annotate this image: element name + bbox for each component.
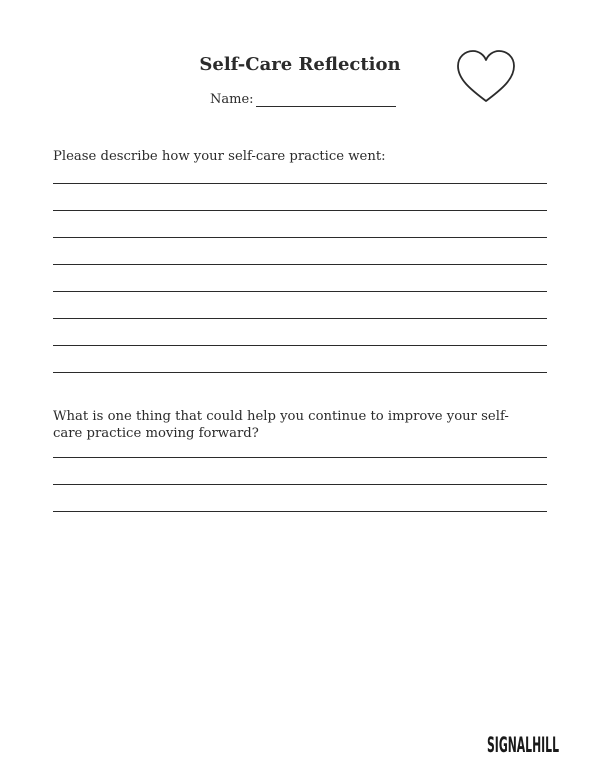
- answer-line[interactable]: [53, 291, 547, 292]
- name-field-row: [210, 89, 396, 107]
- heart-outline-icon: [456, 49, 516, 105]
- answer-line[interactable]: [53, 345, 547, 346]
- answer-line[interactable]: [53, 318, 547, 319]
- answer-line[interactable]: [53, 511, 547, 512]
- answer-line[interactable]: [53, 237, 547, 238]
- answer-line[interactable]: [53, 484, 547, 485]
- answer-line[interactable]: [53, 372, 547, 373]
- answer-line[interactable]: [53, 183, 547, 184]
- worksheet-title: Self-Care Reflection: [199, 54, 401, 75]
- question-1-prompt: Please describe how your self-care practice went:: [53, 149, 386, 164]
- signalhill-logo: [487, 728, 560, 758]
- question-2-prompt: What is one thing that could help you continue to improve your self-care practice moving forward?: [53, 409, 509, 441]
- answer-line[interactable]: [53, 264, 547, 265]
- name-label: Name:: [210, 92, 254, 107]
- answer-line[interactable]: [53, 210, 547, 211]
- answer-line[interactable]: [53, 457, 547, 458]
- name-input-line[interactable]: [256, 92, 396, 107]
- logo-text: SIGNALHILL: [487, 733, 559, 757]
